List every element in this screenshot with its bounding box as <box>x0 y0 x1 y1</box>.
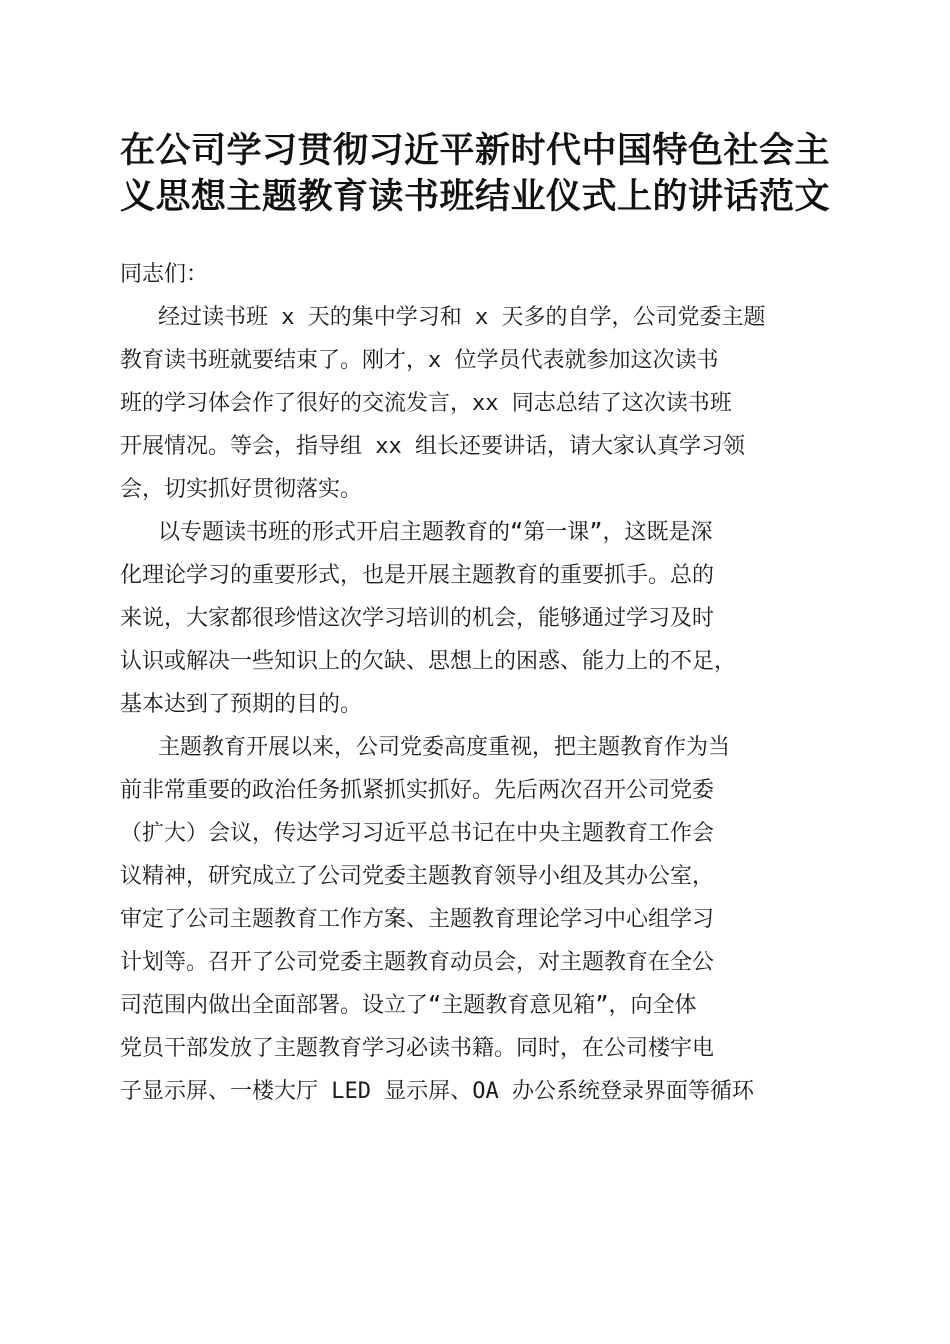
paragraph-line: 以专题读书班的形式开启主题教育的“第一课”，这既是深 <box>158 520 713 545</box>
document-body <box>120 253 832 1113</box>
paragraph-line: 经过读书班 x 天的集中学习和 x 天多的自学，公司党委主题 <box>158 305 766 330</box>
document-title <box>110 128 840 220</box>
title-line-1: 在公司学习贯彻习近平新时代中国特色社会主 <box>119 130 830 171</box>
paragraph-line: 党员干部发放了主题教育学习必读书籍。同时，在公司楼宇电 <box>120 1036 715 1061</box>
paragraph-line: 来说，大家都很珍惜这次学习培训的机会，能够通过学习及时 <box>120 606 715 631</box>
paragraph-line: 认识或解决一些知识上的欠缺、思想上的困惑、能力上的不足， <box>120 649 737 674</box>
title-line-2: 义思想主题教育读书班结业仪式上的讲话范文 <box>119 176 830 217</box>
paragraph-line: 议精神，研究成立了公司党委主题教育领导小组及其办公室， <box>120 864 715 889</box>
paragraph-3 <box>120 726 832 1113</box>
paragraph-line: 班的学习体会作了很好的交流发言，xx 同志总结了这次读书班 <box>120 391 732 416</box>
paragraph-2 <box>120 511 832 726</box>
salutation: 同志们： <box>120 262 209 287</box>
paragraph-line: 子显示屏、一楼大厅 LED 显示屏、OA 办公系统登录界面等循环 <box>120 1079 754 1104</box>
paragraph-line: 化理论学习的重要形式，也是开展主题教育的重要抓手。总的 <box>120 563 715 588</box>
paragraph-line: 教育读书班就要结束了。刚才，x 位学员代表就参加这次读书 <box>120 348 719 373</box>
paragraph-line: （扩大）会议，传达学习习近平总书记在中央主题教育工作会 <box>120 821 715 846</box>
paragraph-line: 开展情况。等会，指导组 xx 组长还要讲话，请大家认真学习领 <box>120 434 745 459</box>
paragraph-1 <box>120 296 832 511</box>
paragraph-line: 主题教育开展以来，公司党委高度重视，把主题教育作为当 <box>158 735 731 760</box>
paragraph-line: 审定了公司主题教育工作方案、主题教育理论学习中心组学习 <box>120 907 715 932</box>
paragraph-line: 司范围内做出全面部署。设立了“主题教育意见箱”，向全体 <box>120 993 697 1018</box>
paragraph-line: 计划等。召开了公司党委主题教育动员会，对主题教育在全公 <box>120 950 715 975</box>
paragraph-line: 会，切实抓好贯彻落实。 <box>120 477 363 502</box>
paragraph-line: 前非常重要的政治任务抓紧抓实抓好。先后两次召开公司党委 <box>120 778 715 803</box>
paragraph-line: 基本达到了预期的目的。 <box>120 692 363 717</box>
